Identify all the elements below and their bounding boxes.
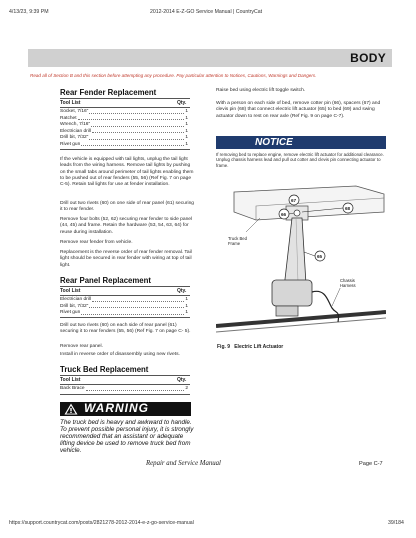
rear-panel-heading: Rear Panel Replacement [60,276,152,285]
electric-lift-actuator-figure [216,172,386,340]
paragraph: Drill out two rivets (60) on one side of rear panel (61) securing it to rear fender. [60,201,195,213]
qty-label: Qty. [177,377,187,383]
qty-label: Qty. [177,288,187,294]
print-page-count: 39/184 [388,520,404,526]
notice-text: If removing bed to replace engine, remove electric lift actuator for additional clearance. Unplug chassis harness lead and pull out cotter and clevis pin connecting actuator to frame. [216,152,384,168]
page-number: Page C-7 [359,461,383,467]
tool-row: Ratchet 1 [60,115,188,121]
divider [60,375,190,376]
warning-triangle-icon [64,403,78,415]
callout-68: 68 [345,206,351,211]
notice-banner [216,136,386,149]
tool-row: Back Brace 2 [60,386,188,391]
manual-name: Repair and Service Manual [146,460,221,467]
tool-list-label: Tool List [60,288,81,294]
paragraph: With a person on each side of bed, remove cotter pin (66), spacers (67) and clevis pin (68) that connect electric lift actuator (65) to bed (69) and swing actuator down to rest on rear axle (Ref Fig. 9 on page C-7). [216,101,381,119]
section-title: BODY [350,51,386,65]
divider [60,295,190,296]
figure-caption: Fig. 9 Electric Lift Actuator [217,344,284,350]
tool-row: Drill bit, 7/32" 1 [60,303,188,309]
divider [60,394,190,395]
safety-note: Read all of Section B and this section before attempting any procedure. Pay particular attention to Notices, Cautions, Warnings and Dangers. [30,73,317,78]
section-banner [28,49,392,67]
tool-row: Electrician drill 1 [60,128,188,134]
divider [60,149,190,150]
notice-label: NOTICE [255,137,293,148]
callout-66: 66 [281,212,287,217]
paragraph: Install in reverse order of disassembly using new rivets. [60,352,180,357]
paragraph: Raise bed using electric lift toggle switch. [216,88,306,93]
qty-label: Qty. [177,100,187,106]
callout-67: 67 [291,198,297,203]
paragraph: Remove four bolts (52, 62) securing rear fender to side panel (44, 45) and frame. Retain the hardware (53, 54, 63, 64) for reuse during installation. [60,217,193,235]
tool-row: Rivet gun 1 [60,310,188,315]
print-url: https://support.countrycat.com/posts/2821278-2012-2014-e-z-go-service-manual [9,520,194,526]
truck-bed-heading: Truck Bed Replacement [60,365,149,374]
label-truck-bed-frame: Truck Bed Frame [228,236,260,246]
print-datetime: 4/13/23, 9:39 PM [9,9,49,15]
tool-row: Drill bit, 7/32" 1 [60,135,188,140]
divider [60,317,190,318]
warning-text: The truck bed is heavy and awkward to handle. To prevent possible personal injury, it is strongly recommended that an assistant or adequate lifting device be used to remove truck bed from vehicle. [60,419,194,455]
paragraph: Remove rear panel. [60,344,103,349]
paragraph: Drill out two rivets (60) on each side of rear panel (61) securing it to rear fenders (55, 56) (Ref Fig. 7 on page C- 5). [60,323,191,335]
warning-label: WARNING [84,401,149,415]
tool-row: Socket, 7/16" 1 [60,109,188,114]
divider [60,384,190,385]
divider [60,286,190,287]
tool-row: Electrician drill 1 [60,297,188,302]
paragraph: Remove rear fender from vehicle. [60,240,133,245]
rear-fender-heading: Rear Fender Replacement [60,88,157,97]
tool-row: Wrench, 7/16" 1 [60,122,188,127]
tool-list-label: Tool List [60,100,81,106]
divider [60,98,190,99]
paragraph: If the vehicle is equipped with tail lights, unplug the tail light leads from the wiring harness. Remove tail lights by pushing on the small tabs around perimeter of tail lights enabling them to be pushed out of rear fenders (55, 56) (Ref Fig. 7 on page C-5). Retain tail lights for use at fender installation. [60,157,194,188]
tool-row: Rivet gun 1 [60,141,188,147]
label-chassis-harness: Chassis Harness [340,278,370,288]
paragraph: Replacement is the reverse order of rear fender removal. Tail light should be secured in rear fender with wiring at top of tail light. [60,250,192,268]
divider [60,107,190,108]
print-title: 2012-2014 E-Z-GO Service Manual | CountryCat [150,9,263,15]
callout-65: 65 [317,254,323,259]
tool-list-label: Tool List [60,377,81,383]
